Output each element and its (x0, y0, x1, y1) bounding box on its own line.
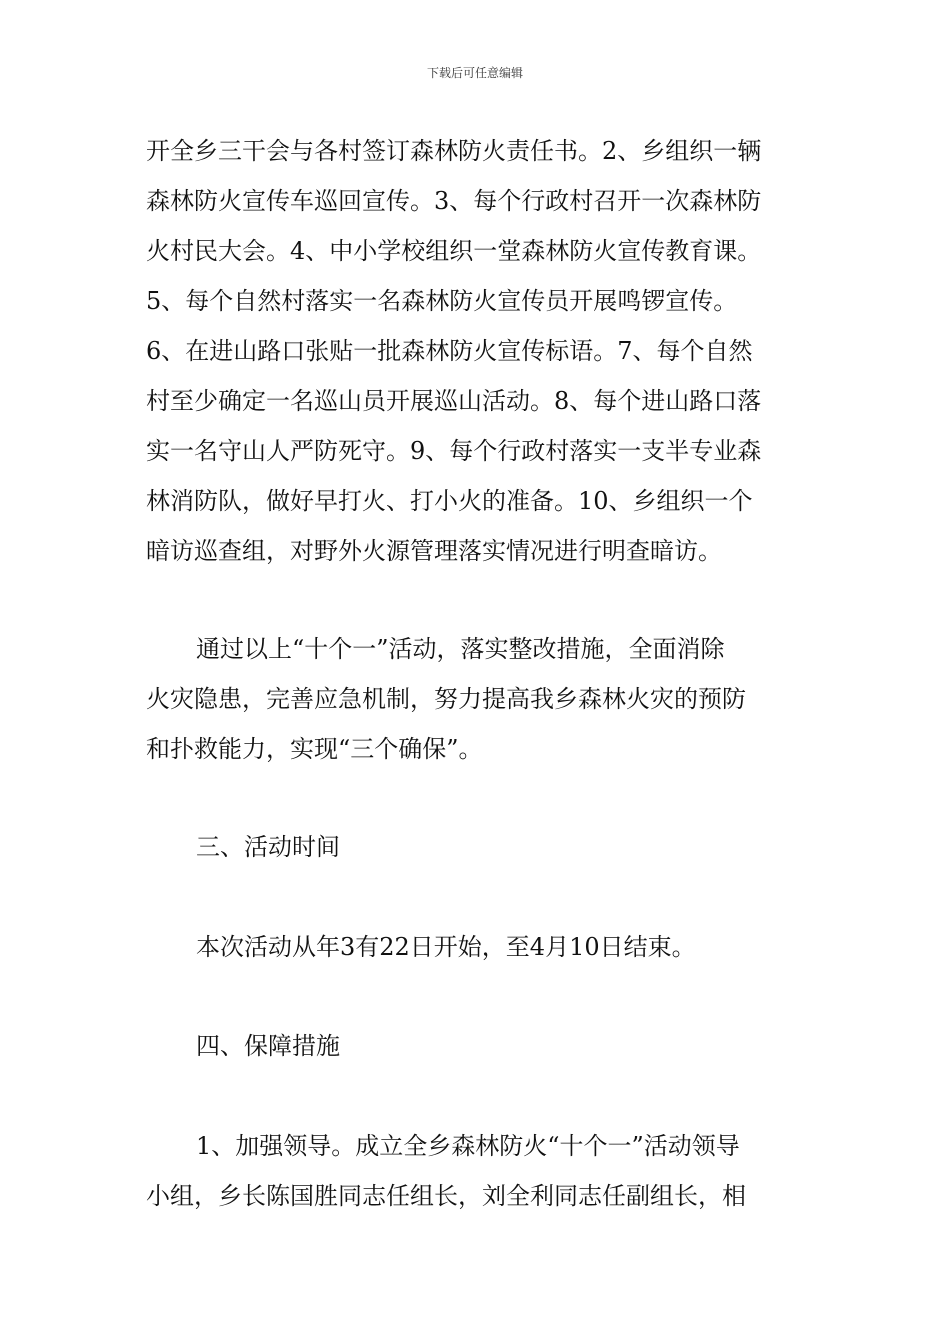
paragraph-1-line-2: 森林防火宣传车巡回宣传。3、每个行政村召开一次森林防 (146, 187, 762, 215)
paragraph-1-line-6: 村至少确定一名巡山员开展巡山活动。8、每个进山路口落 (146, 387, 762, 415)
paragraph-1-line-9: 暗访巡查组，对野外火源管理落实情况进行明查暗访。 (146, 537, 722, 565)
paragraph-4-line-2: 小组，乡长陈国胜同志任组长，刘全利同志任副组长，相 (146, 1182, 746, 1210)
section-3-text: 本次活动从年3有22日开始，至4月10日结束。 (196, 933, 696, 961)
paragraph-1-line-4: 5、每个自然村落实一名森林防火宣传员开展鸣锣宣传。 (146, 287, 738, 315)
paragraph-1-line-5: 6、在进山路口张贴一批森林防火宣传标语。7、每个自然 (146, 337, 753, 365)
paragraph-2-line-1: 通过以上“十个一”活动，落实整改措施，全面消除 (196, 635, 725, 663)
section-3-heading: 三、活动时间 (196, 833, 340, 861)
paragraph-1-line-3: 火村民大会。4、中小学校组织一堂森林防火宣传教育课。 (146, 237, 762, 265)
paragraph-4-line-1: 1、加强领导。成立全乡森林防火“十个一”活动领导 (196, 1132, 740, 1160)
paragraph-2-line-3: 和扑救能力，实现“三个确保”。 (146, 735, 483, 763)
paragraph-2-line-2: 火灾隐患，完善应急机制，努力提高我乡森林火灾的预防 (146, 685, 746, 713)
section-4-heading: 四、保障措施 (196, 1032, 340, 1060)
paragraph-1-line-1: 开全乡三干会与各村签订森林防火责任书。2、乡组织一辆 (146, 137, 762, 165)
page-header: 下载后可任意编辑 (426, 66, 523, 80)
paragraph-1-line-7: 实一名守山人严防死守。9、每个行政村落实一支半专业森 (146, 437, 762, 465)
paragraph-1-line-8: 林消防队，做好早打火、打小火的准备。10、乡组织一个 (146, 487, 753, 515)
